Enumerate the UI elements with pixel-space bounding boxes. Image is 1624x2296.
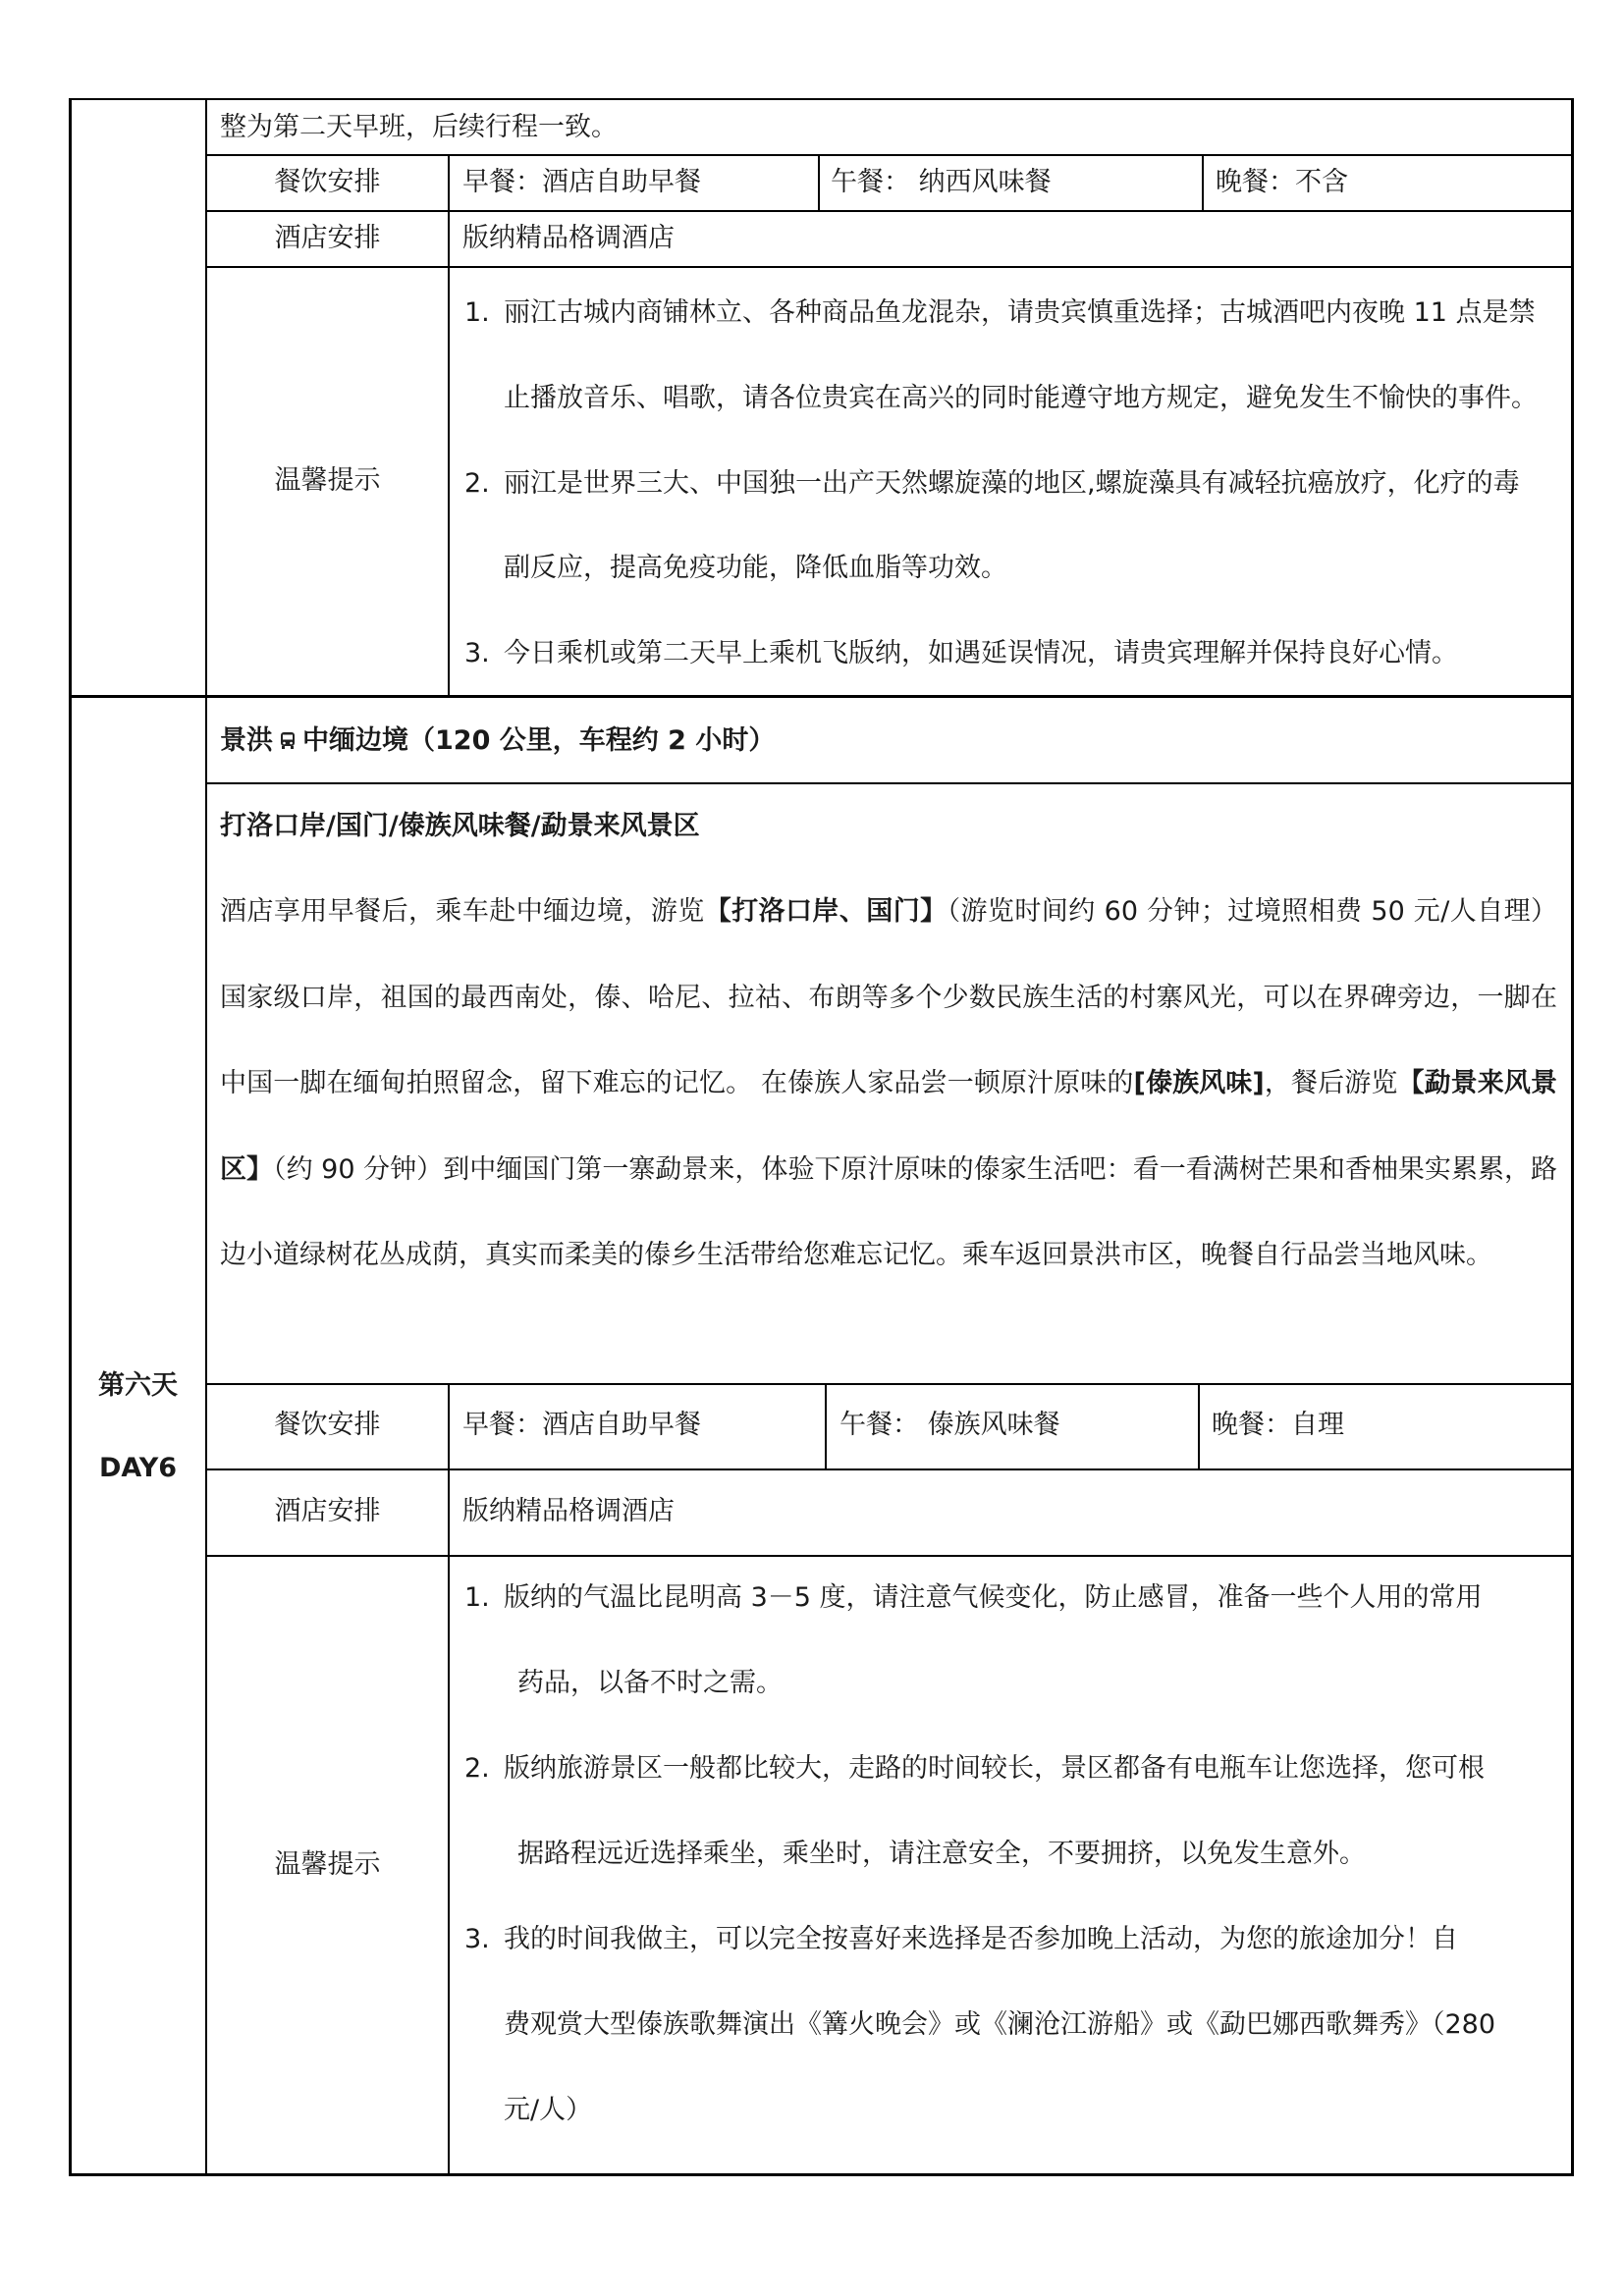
day6-route [220,721,775,761]
day6-desc-part: 酒店享用早餐后，乘车赴中缅边境，游览 [220,896,705,927]
day6-tip-2-line1: 版纳旅游景区一般都比较大，走路的时间较长，景区都备有电瓶车让您选择，您可根 [504,1753,1485,1784]
day6-tip-2-line2: 据路程远近选择乘坐，乘坐时，请注意安全，不要拥挤，以免发生意外。 [517,1839,1366,1869]
row-divider [205,1468,1573,1470]
meal-divider [1202,154,1204,211]
day6-tip-3-line1: 我的时间我做主，可以完全按喜好来选择是否参加晚上活动，为您的旅途加分！自 [504,1924,1458,1954]
day5-continuation: 整为第二天早班，后续行程一致。 [220,112,618,142]
day6-desc-part: ，餐后游览 [1264,1068,1398,1098]
bus-icon [279,731,297,751]
day6-label-cn: 第六天 [98,1370,178,1401]
day5-hotel-label: 酒店安排 [274,223,381,253]
day5-lunch: 午餐： 纳西风味餐 [831,167,1052,197]
row-divider [205,154,1573,156]
day6-route-from: 景洪 [220,725,273,756]
day6-desc-bold: 【打洛口岸、国门】 [704,896,947,927]
day6-route-to: 中缅边境（120 公里，车程约 2 小时） [302,725,776,756]
day5-tips-label: 温馨提示 [274,465,381,496]
table-border-right [1571,98,1574,2175]
table-border-top [69,98,1574,100]
day6-tip-1-line1: 版纳的气温比昆明高 3－5 度，请注意气候变化，防止感冒，准备一些个人用的常用 [504,1582,1483,1613]
day6-hotel-label: 酒店安排 [274,1496,381,1526]
day6-tip-2-num: 2. [464,1753,490,1784]
day6-tip-3-line2: 费观赏大型傣族歌舞演出《篝火晚会》或《澜沧江游船》或《勐巴娜西歌舞秀》（280 [504,2009,1496,2040]
day6-desc-bold: [傣族风味] [1133,1068,1265,1098]
day6-tips-label: 温馨提示 [274,1849,381,1880]
label-column-divider [448,154,450,696]
day6-breakfast: 早餐：酒店自助早餐 [462,1410,701,1440]
meal-divider [825,1383,827,1469]
day5-tip-2-line1: 丽江是世界三大、中国独一出产天然螺旋藻的地区,螺旋藻具有减轻抗癌放疗，化疗的毒 [504,468,1520,499]
day6-desc-bold: 【勐景来风景区】 [220,1068,1558,1185]
day6-description [220,869,1557,1299]
day6-tip-3-line3: 元/人） [504,2095,593,2125]
day5-tip-1-line1: 丽江古城内商铺林立、各种商品鱼龙混杂，请贵宾慎重选择；古城酒吧内夜晚 11 点是禁 [504,297,1536,328]
day6-desc-part: （游览时间约 60 分钟；过境照相费 50 元/人自理）国家级口岸，祖国的最西南处，傣、哈尼、拉祜、布朗等多个少数民族生活的村寨风光，可以在界碑旁边，一脚在中国一脚在缅甸拍照留念，留下难忘的记忆。 在傣族人家品尝一顿原汁原味的 [220,896,1558,1098]
table-border-bottom [69,2173,1574,2176]
day5-meals-label: 餐饮安排 [274,167,381,197]
day6-hotel-value: 版纳精品格调酒店 [462,1496,675,1526]
day6-tip-3-num: 3. [464,1924,490,1954]
day6-tip-1-line2: 药品，以备不时之需。 [517,1668,783,1698]
row-divider [205,782,1573,784]
day5-tip-2-num: 2. [464,468,490,499]
row-divider [205,1383,1573,1385]
day5-tip-2-line2: 副反应，提高免疫功能，降低血脂等功效。 [504,553,1007,583]
day5-tip-1-line2: 止播放音乐、唱歌，请各位贵宾在高兴的同时能遵守地方规定，避免发生不愉快的事件。 [504,383,1538,413]
table-border-left [69,98,72,2175]
day6-label-en: DAY6 [98,1453,178,1483]
label-column-divider [448,1383,450,2174]
day6-tip-1-num: 1. [464,1582,490,1613]
meal-divider [818,154,820,211]
day6-dinner: 晚餐：自理 [1212,1410,1344,1440]
day5-breakfast: 早餐：酒店自助早餐 [462,167,701,197]
meal-divider [1198,1383,1200,1469]
day6-lunch: 午餐： 傣族风味餐 [839,1410,1060,1440]
row-divider [205,210,1573,212]
day5-dinner: 晚餐：不含 [1216,167,1348,197]
day5-hotel-value: 版纳精品格调酒店 [462,223,675,253]
row-divider [205,266,1573,268]
day5-tip-3-line1: 今日乘机或第二天早上乘机飞版纳，如遇延误情况，请贵宾理解并保持良好心情。 [504,638,1458,668]
day5-tip-3-num: 3. [464,638,490,668]
day6-desc-part: （约 90 分钟）到中缅国门第一寨勐景来，体验下原汁原味的傣家生活吧：看一看满树芒果和香柚果实累累，路边小道绿树花丛成荫，真实而柔美的傣乡生活带给您难忘记忆。乘车返回景洪市区，晚餐自行品尝当地风味。 [220,1153,1557,1270]
day-divider [69,695,1574,698]
day6-meals-label: 餐饮安排 [274,1410,381,1440]
day5-tip-1-num: 1. [464,297,490,328]
day6-highlights: 打洛口岸/国门/傣族风味餐/勐景来风景区 [220,811,700,841]
row-divider [205,1555,1573,1557]
